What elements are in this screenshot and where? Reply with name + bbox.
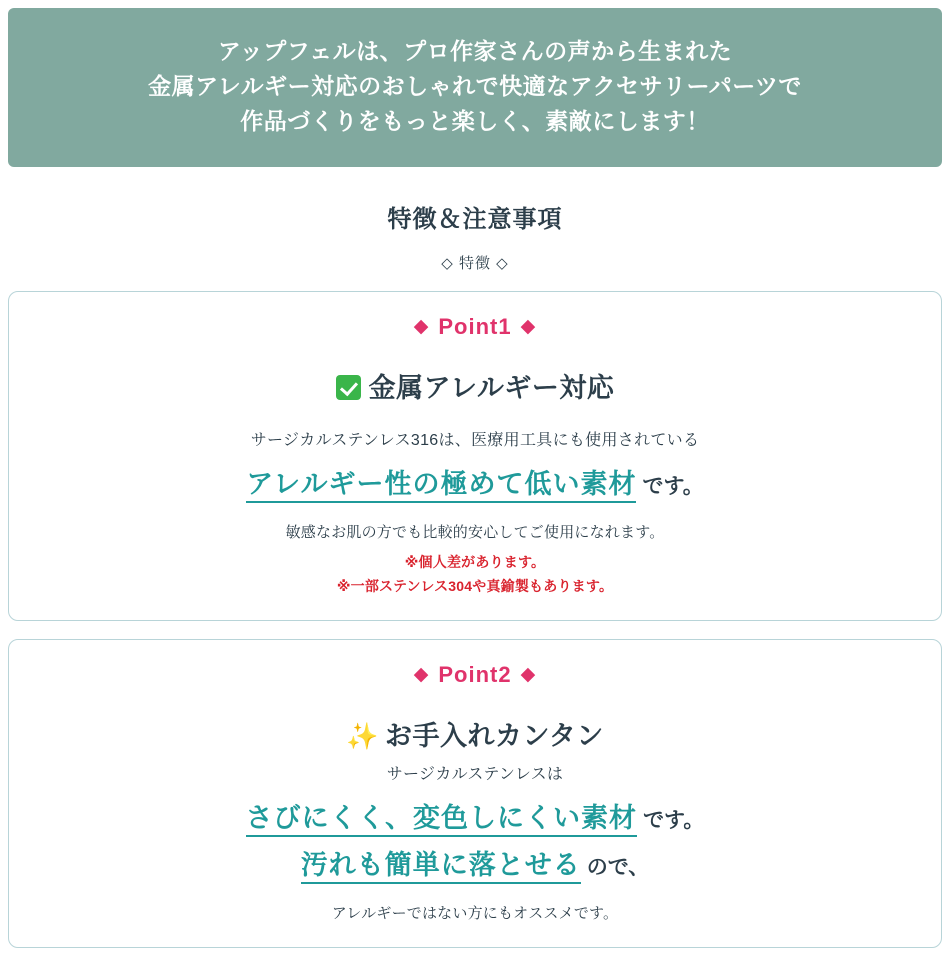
point-2-emphasis-line-1 [33,796,917,835]
point-2-heading [33,714,917,753]
hero-line-2: 金属アレルギー対応のおしゃれで快適なアクセサリーパーツで [148,72,802,99]
point-2-emphasis-2: 汚れも簡単に落とせる [301,850,581,884]
promo-page [0,8,950,958]
diamond-left-icon: ◆ [413,664,430,686]
point-1-heading [33,366,917,405]
hero-banner [8,8,942,167]
point-2-label-text: Point2 [438,662,512,688]
point-2-lead: サージカルステンレスは [386,766,564,784]
diamond-right-icon: ◆ [520,664,537,686]
point-2-heading-text: お手入れカンタン [384,721,604,752]
point-1-warning-1: ※個人差があります。 [404,554,546,571]
point-2-emphasis-2-suffix: ので、 [586,856,650,880]
point-2-label [33,662,917,688]
sparkles-icon: ✨ [346,721,379,752]
point-2-note: アレルギーではない方にもオススメです。 [331,905,619,923]
point-1-label-text: Point1 [438,313,512,339]
diamond-left-icon: ◆ [413,315,430,337]
point-1-lead: サージカルステンレス316は、医療用工具にも使用されている [250,431,700,449]
point-1-label [33,314,917,340]
green-check-icon [336,375,361,400]
point-2-emphasis: さびにくく、変色しにくい素材 [246,803,637,837]
point-2-emphasis-suffix: です。 [643,809,705,833]
hero-line-1: アップフェルは、プロ作家さんの声から生まれた [217,38,733,64]
point-1-heading-text: 金属アレルギー対応 [368,372,615,403]
point-card-1 [8,291,942,621]
hero-line-3: 作品づくりをもっと楽しく、素敵にします！ [240,107,710,134]
section-subtitle: ◇ 特徴 ◇ [441,254,509,272]
point-1-emphasis: アレルギー性の極めて低い素材 [246,469,636,503]
point-2-emphasis-line-2 [33,843,917,882]
section-title: 特徴＆注意事項 [387,205,563,233]
point-1-warning-2: ※一部ステンレス304や真鍮製もあります。 [336,578,614,595]
diamond-right-icon: ◆ [520,315,537,337]
point-1-emphasis-line [33,462,917,501]
point-1-note: 敏感なお肌の方でも比較的安心してご使用になれます。 [285,524,665,542]
point-card-2 [8,639,942,948]
point-1-emphasis-suffix: です。 [642,475,704,499]
